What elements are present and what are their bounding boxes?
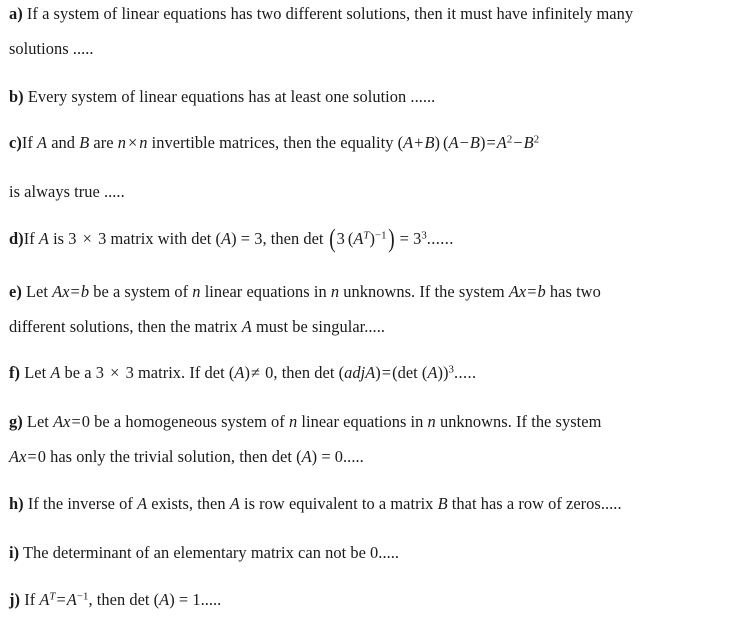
f-not-equal: ≠ <box>250 363 260 382</box>
question-j-seg2: , then det <box>88 590 154 609</box>
question-g-seg1: Let <box>26 412 54 431</box>
c-eq-open2: ( <box>443 133 449 152</box>
question-g-line2 <box>9 449 746 465</box>
question-d-var-A: A <box>38 229 49 248</box>
g-line2-det-close: ) <box>311 447 318 466</box>
g-line2-end: = 0..... <box>317 447 364 466</box>
question-i-label: i) <box>9 543 20 562</box>
f-dots: ..... <box>454 363 477 382</box>
question-d-seg3: 3 matrix with det <box>93 229 216 248</box>
c-eq-A2: A <box>448 133 459 152</box>
question-b-text: Every system of linear equations has at least one solution ...... <box>27 87 436 106</box>
g-line2-mid: has only the trivial solution, then det <box>45 447 297 466</box>
d-expr-T: T <box>363 229 370 242</box>
d-expr-3: 3 <box>336 229 345 248</box>
question-d-seg5: = 3 <box>395 229 422 248</box>
f-adj-A: A <box>365 363 376 382</box>
question-f-seg1: Let <box>24 363 51 382</box>
question-e-seg2: be a system of <box>89 282 193 301</box>
c-eq-B2: B <box>469 133 480 152</box>
question-e-label: e) <box>9 282 22 301</box>
c-eq-B1: B <box>424 133 435 152</box>
question-g-seg5: If the system <box>516 412 602 431</box>
question-g-seg2: be a homogeneous system of <box>90 412 289 431</box>
times-symbol-c: × <box>127 133 138 152</box>
f-exp-3: 3 <box>448 363 454 376</box>
question-e-seg1: Let <box>26 282 53 301</box>
j-sup-T: T <box>49 590 56 603</box>
question-h-label: h) <box>9 494 24 513</box>
question-c-seg2: and <box>47 133 80 152</box>
c-eq-A3: A <box>496 133 507 152</box>
question-c-var-n1: n <box>117 133 126 152</box>
c-exp-2a: 2 <box>506 133 513 146</box>
question-a-text-line2: solutions ..... <box>9 39 94 58</box>
j-var-A2: A <box>66 590 77 609</box>
question-g-line1 <box>9 414 746 430</box>
g-var-n1: n <box>288 412 298 431</box>
f-res-open: (det <box>392 363 422 382</box>
f-adj: adj <box>344 363 366 382</box>
c-eq-equals: = <box>486 133 496 152</box>
f-adj-close: ) <box>375 363 381 382</box>
question-b <box>9 89 746 105</box>
question-f-var-A: A <box>50 363 61 382</box>
h-var-A1: A <box>137 494 148 513</box>
question-f-seg2: be a 3 <box>60 363 109 382</box>
c-eq-close2: ) <box>479 133 486 152</box>
question-h-seg3: is row equivalent to a matrix <box>239 494 438 513</box>
g-line2-x: x <box>19 447 27 466</box>
question-c-seg4: invertible matrices, then the equality <box>147 133 398 152</box>
question-c-line2 <box>9 184 746 200</box>
j-sup-inverse: −1 <box>76 590 89 603</box>
d-exp-3: 3 <box>421 229 427 242</box>
question-c-var-A: A <box>37 133 48 152</box>
question-j <box>9 592 746 608</box>
e-eq2-b: b <box>537 282 546 301</box>
d-det-A: A <box>221 229 232 248</box>
e-eq2-x: x <box>518 282 527 301</box>
f-res-close: ) <box>443 363 449 382</box>
d-dots: ...... <box>426 229 454 248</box>
question-g-seg4: unknowns. <box>435 412 512 431</box>
e-var-n1: n <box>192 282 201 301</box>
e-eq2-A: A <box>508 282 519 301</box>
question-e-line2-pre: different solutions, then the matrix <box>9 317 242 336</box>
f-adj-open: ( <box>338 363 345 382</box>
question-e-line1 <box>9 284 746 300</box>
c-eq-minus: − <box>459 133 469 152</box>
question-f-label: f) <box>9 363 21 382</box>
f-res-A-close: ) <box>437 363 444 382</box>
f-res-A-open: ( <box>421 363 428 382</box>
times-symbol-d: × <box>82 229 92 248</box>
d-expr-inner-open: ( <box>347 229 354 248</box>
question-g-seg3: linear equations in <box>297 412 428 431</box>
d-det-open: ( <box>215 229 222 248</box>
question-d-label: d) <box>9 229 24 248</box>
question-a-line2 <box>9 41 746 57</box>
question-e-seg4: unknowns. <box>339 282 416 301</box>
question-c-label: c) <box>9 133 22 152</box>
f-det-open: ( <box>228 363 235 382</box>
h-var-B: B <box>437 494 448 513</box>
question-c-var-n2: n <box>139 133 148 152</box>
question-a-label: a) <box>9 4 23 23</box>
question-f <box>9 365 746 381</box>
question-c-text-line2: is always true ..... <box>9 182 125 201</box>
c-eq-plus: + <box>414 133 424 152</box>
question-e-line2 <box>9 319 746 335</box>
g-eq1-equals: = <box>71 412 81 431</box>
question-a-line1 <box>9 6 746 22</box>
d-expr-A: A <box>353 229 364 248</box>
g-line2-det-open: ( <box>296 447 302 466</box>
question-h <box>9 496 746 512</box>
question-j-label: j) <box>9 590 21 609</box>
g-line2-zero: 0 <box>37 447 46 466</box>
g-line2-A: A <box>9 447 20 466</box>
g-eq1-A: A <box>53 412 64 431</box>
g-line2-det-A: A <box>301 447 312 466</box>
question-c-line1 <box>9 135 746 151</box>
question-a-text-line1: If a system of linear equations has two different solutions, then it must have infinitely many <box>26 4 634 23</box>
j-det-close: ) <box>169 590 175 609</box>
d-expr-inverse: −1 <box>374 229 387 242</box>
e-var-n2: n <box>330 282 340 301</box>
j-det-open: ( <box>153 590 160 609</box>
question-e-line2-post: must be singular..... <box>251 317 385 336</box>
g-eq1-x: x <box>63 412 71 431</box>
question-d-seg1: If <box>23 229 39 248</box>
c-eq-minus2: − <box>513 133 523 152</box>
f-det-close: ) <box>244 363 250 382</box>
times-symbol-f: × <box>110 363 120 382</box>
question-h-seg4: that has a row of zeros..... <box>447 494 622 513</box>
question-c-var-B: B <box>79 133 90 152</box>
e-eq1-x: x <box>62 282 70 301</box>
e-eq1-A: A <box>52 282 63 301</box>
question-j-seg1: If <box>24 590 40 609</box>
question-f-seg3: 3 matrix. <box>121 363 186 382</box>
question-h-seg2: exists, then <box>147 494 230 513</box>
j-var-A1: A <box>39 590 50 609</box>
e-eq1-b: b <box>80 282 90 301</box>
j-equals: = <box>56 590 66 609</box>
question-i-text: The determinant of an elementary matrix can not be 0..... <box>22 543 400 562</box>
question-d-seg4: = 3, then det <box>236 229 328 248</box>
e-eq2-equals: = <box>527 282 537 301</box>
question-i <box>9 545 746 561</box>
question-d-seg2: is 3 <box>48 229 81 248</box>
d-det-close: ) <box>231 229 237 248</box>
question-j-seg3: = 1..... <box>174 590 222 609</box>
question-g-label: g) <box>9 412 23 431</box>
h-var-A2: A <box>229 494 240 513</box>
question-c-seg1: If <box>21 133 38 152</box>
c-eq-B3: B <box>523 133 534 152</box>
question-b-label: b) <box>9 87 24 106</box>
f-det-A: A <box>234 363 245 382</box>
d-expr-inner-close: ) <box>369 229 375 248</box>
question-c-seg3: are <box>89 133 118 152</box>
g-line2-equals: = <box>27 447 37 466</box>
question-f-seg4: If det <box>189 363 229 382</box>
c-eq-open1: ( <box>397 133 404 152</box>
c-exp-2b: 2 <box>533 133 540 146</box>
e-line2-var-A: A <box>241 317 252 336</box>
c-eq-close1: ) <box>434 133 441 152</box>
g-var-n2: n <box>427 412 436 431</box>
g-eq1-zero: 0 <box>81 412 90 431</box>
question-e-seg3: linear equations in <box>200 282 331 301</box>
f-res-A: A <box>427 363 438 382</box>
question-h-seg1: If the inverse of <box>27 494 138 513</box>
question-d: d)If A is 3 × 3 matrix with det (A) = 3, then det (3 $(A^T)^{-1}) = 3^3$...... <box>9 222 454 253</box>
question-e-seg6: has two <box>545 282 601 301</box>
j-det-A: A <box>159 590 170 609</box>
e-eq1-equals: = <box>70 282 80 301</box>
c-eq-A1: A <box>403 133 414 152</box>
question-f-seg5: 0, then det <box>261 363 339 382</box>
question-e-seg5: If the system <box>419 282 509 301</box>
f-equals: = <box>381 363 392 382</box>
